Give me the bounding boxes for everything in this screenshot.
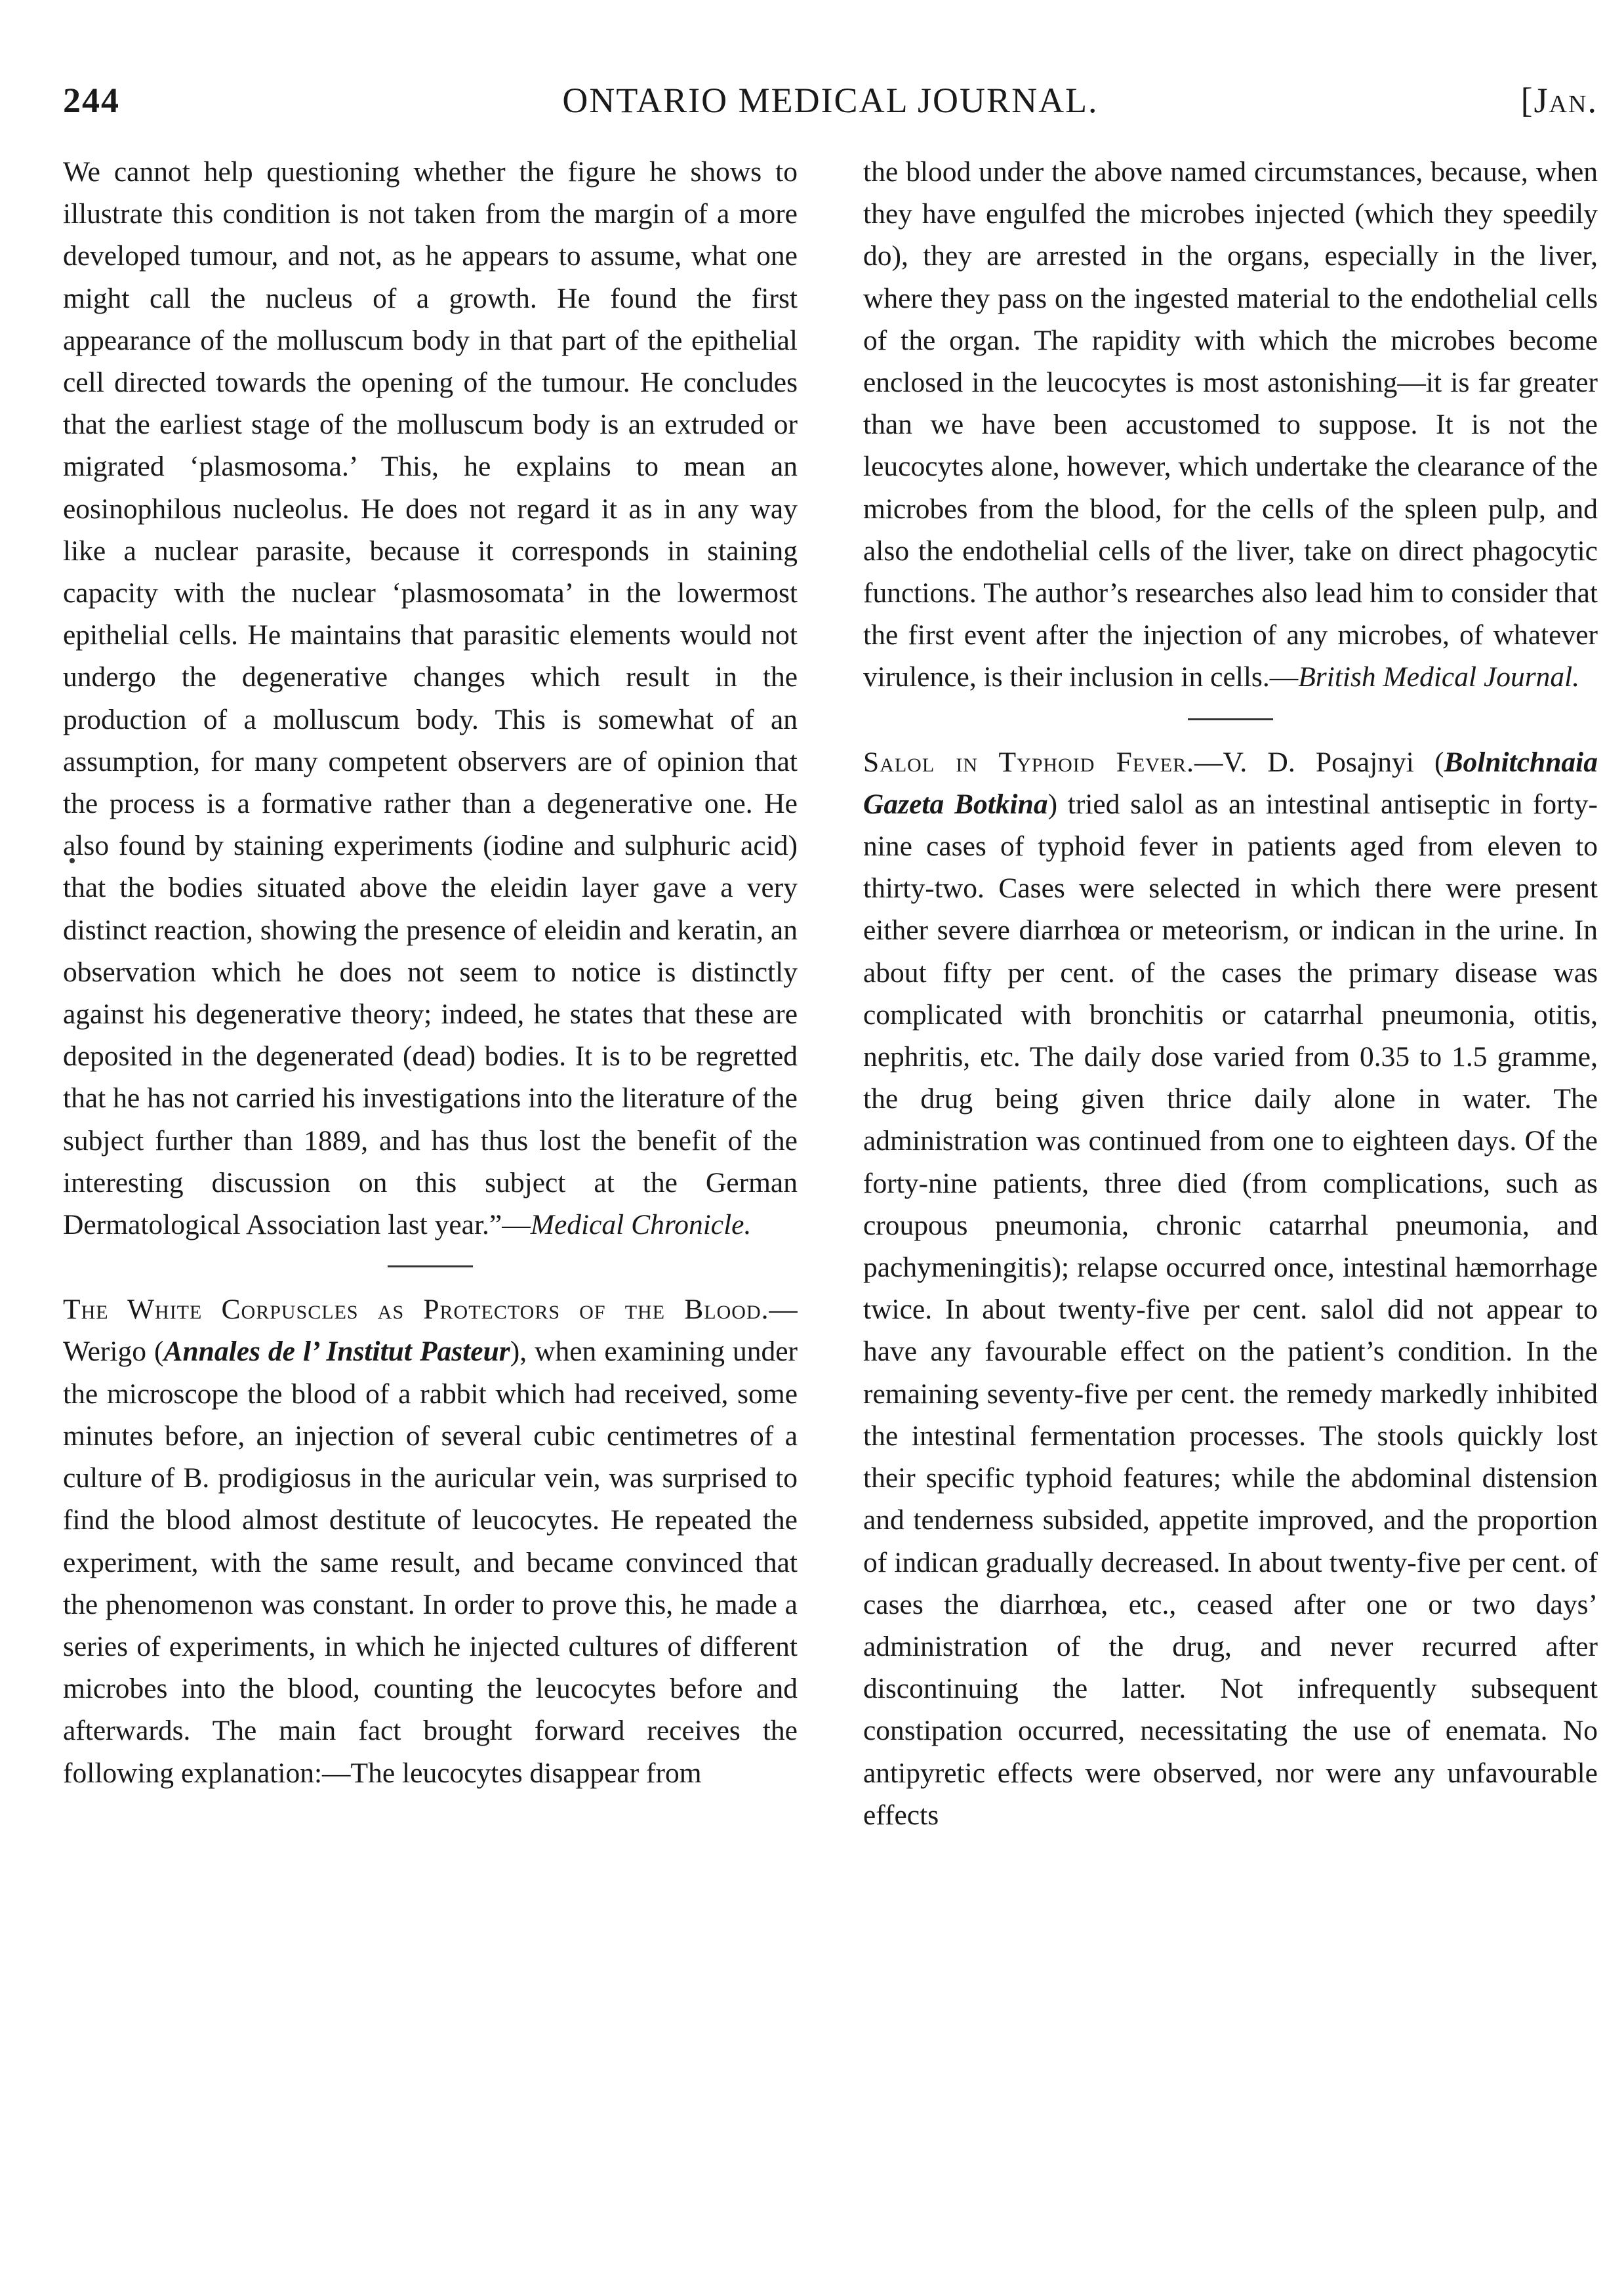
british-medical-journal-source: British Medical Journal. [1298, 661, 1580, 693]
page-number: 244 [63, 81, 120, 120]
molluscum-text: We cannot help questioning whether the figure he shows to illustrate this condition is not taken from the margin of a more developed tumour, and not, as he appears to assume, what one might call the nucleus of a growth. He found the first appearance of the molluscum body in that part of the epithelial cell directed towards the opening of the tumour. He concludes that the earliest stage of the molluscum body is an extruded or migrated ‘plasmosoma.’ This, he explains to mean an eosinophilous nucleolus. He does not regard it as in any way like a nuclear parasite, because it corresponds in staining capacity with the nuclear ‘plasmosomata’ in the lowermost epithelial cells. He maintains that parasitic elements would not undergo the degenerative changes which result in the production of a molluscum body. This is somewhat of an assumption, for many competent observers are of opinion that the process is a formative rather than a degenerative one. He also found by staining experiments (iodine and sulphuric acid) that the bodies situated above the eleidin layer gave a very distinct reaction, showing the presence of eleidin and keratin, an observation which he does not seem to notice is distinctly against his degenerative theory; indeed, he states that these are deposited in the degenerated (dead) bodies. It is to be regretted that he has not carried his investigations into the literature of the subject further than 1889, and has thus lost the benefit of the interesting discussion on this subject at the German Dermatological Association last year.”— [63, 156, 798, 1241]
section-divider [1188, 718, 1273, 720]
salol-article [863, 741, 1598, 1836]
journal-title: ONTARIO MEDICAL JOURNAL. [562, 81, 1099, 120]
page-header [63, 66, 1598, 144]
white-corpuscles-body: ), when examining under the microscope the blood of a rabbit which had received, some minutes before, an injection of several cubic centimetres of a culture of B. prodigiosus in the auricular vein, was surprised to find the blood almost destitute of leucocytes. He repeated the experiment, with the same result, and became convinced that the phenomenon was constant. In order to prove this, he made a series of experiments, in which he injected cultures of different microbes into the blood, counting the leucocytes before and afterwards. The main fact brought forward receives the following explanation:—The leucocytes disappear from [63, 1336, 798, 1789]
left-column [63, 151, 798, 2270]
right-column [863, 151, 1598, 2270]
leucocytes-paragraph [863, 151, 1598, 699]
section-divider [388, 1265, 473, 1267]
journal-page [63, 66, 1598, 2270]
medical-chronicle-source: Medical Chronicle. [530, 1209, 752, 1241]
salol-title: Salol in Typhoid Fever. [863, 746, 1195, 778]
leucocytes-text: the blood under the above named circumstances, because, when they have engulfed the microbes injected (which they speedily do), they are arrested in the organs, especially in the liver, where they pass on the ingested material to the endothelial cells of the organ. The rapidity with which the microbes become enclosed in the leucocytes is most astonishing—it is far greater than we have been accustomed to suppose. It is not the leucocytes alone, however, which undertake the clearance of the microbes from the blood, for the cells of the spleen pulp, and also the endothelial cells of the liver, take on direct phagocytic functions. The author’s researches also lead him to consider that the first event after the injection of any microbes, of whatever virulence, is their inclusion in cells.— [863, 156, 1598, 693]
white-corpuscles-article [63, 1288, 798, 1794]
text-columns [63, 151, 1598, 2270]
salol-body: ) tried salol as an intestinal antiseptic in forty-nine cases of typhoid fever in patients aged from eleven to thirty-two. Cases were selected in which there were present either severe diarrhœa or meteorism, or indican in the urine. In about fifty per cent. of the cases the primary disease was complicated with bronchitis or catarrhal pneumonia, otitis, nephritis, etc. The daily dose varied from 0.35 to 1.5 gramme, the drug being given thrice daily alone in water. The administration was continued from one to eighteen days. Of the forty-nine patients, three died (from complications, such as croupous pneumonia, chronic catarrhal pneumonia, and pachymeningitis); relapse occurred once, intestinal hæmorrhage twice. In about twenty-five per cent. salol did not appear to have any favourable effect on the patient’s condition. In the remaining seventy-five per cent. the remedy markedly inhibited the intestinal fermentation processes. The stools quickly lost their specific typhoid features; while the abdominal distension and tenderness subsided, appetite improved, and the proportion of indican gradually decreased. In about twenty-five per cent. of cases the diarrhœa, etc., ceased after one or two days’ administration of the drug, and never recurred after discontinuing the latter. Not infrequently subsequent constipation occurred, necessitating the use of enemata. No antipyretic effects were observed, nor were any unfavourable effects [863, 788, 1598, 1831]
werigo-author: —Werigo ( [63, 1294, 798, 1368]
posajnyi-author: —V. D. Posajnyi ( [1194, 746, 1444, 778]
bolnitchnaia-journal: Bolnitchnaia Gazeta Botkina [863, 746, 1598, 820]
header-month: [Jan. [1520, 81, 1598, 120]
molluscum-paragraph [63, 151, 798, 1246]
annales-journal: Annales de l’ Institut Pasteur [163, 1336, 510, 1368]
white-corpuscles-title: The White Corpuscles as Protectors of the Blood. [63, 1294, 769, 1326]
